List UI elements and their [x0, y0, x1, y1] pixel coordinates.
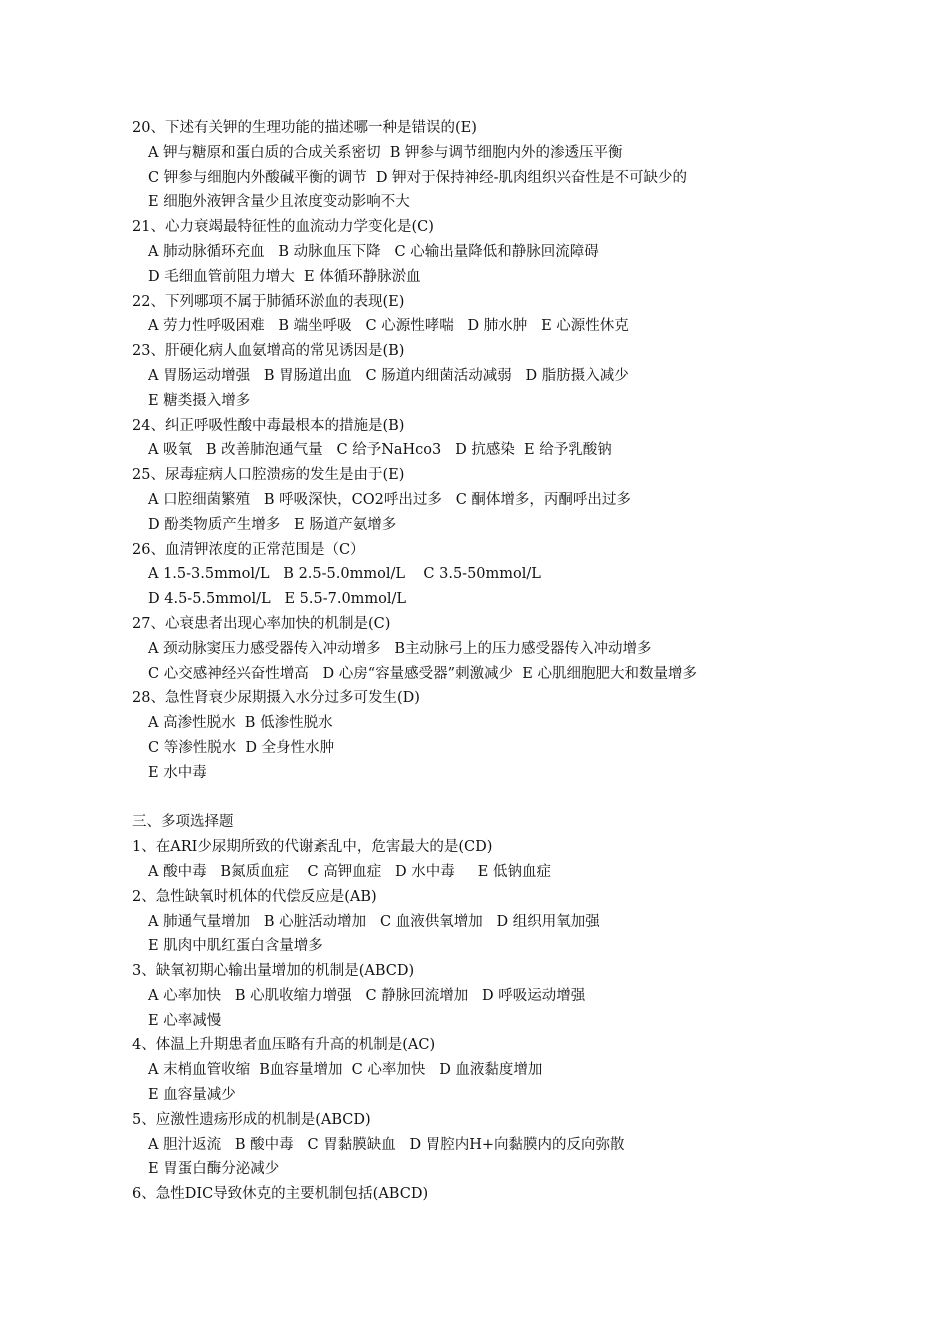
document-page — [132, 116, 832, 1207]
option-line: E 水中毒 — [148, 764, 207, 781]
option-line: A 心率加快 B 心肌收缩力增强 C 静脉回流增加 D 呼吸运动增强 — [148, 987, 586, 1004]
option-line: D 4.5-5.5mmol/L E 5.5-7.0mmol/L — [148, 591, 407, 608]
question-block — [132, 538, 832, 612]
option-line: A 颈动脉窦压力感受器传入冲动增多 B主动脉弓上的压力感受器传入冲动增多 — [148, 640, 652, 657]
option-line: A 1.5-3.5mmol/L B 2.5-5.0mmol/L C 3.5-50mmol/L — [148, 566, 541, 583]
option-line: A 口腔细菌繁殖 B 呼吸深快，CO2呼出过多 C 酮体增多，丙酮呼出过多 — [148, 491, 631, 508]
option-line: C 钾参与细胞内外酸碱平衡的调节 D 钾对于保持神经-肌肉组织兴奋性是不可缺少的 — [148, 169, 688, 186]
question-block — [132, 463, 832, 537]
question-text: 23、肝硬化病人血氨增高的常见诱因是(B) — [132, 343, 405, 360]
question-text: 21、心力衰竭最特征性的血流动力学变化是(C) — [132, 219, 434, 236]
option-line: A 胃肠运动增强 B 胃肠道出血 C 肠道内细菌活动减弱 D 脂肪摄入减少 — [148, 367, 629, 384]
question-block — [132, 339, 832, 413]
option-line: A 胆汁返流 B 酸中毒 C 胃黏膜缺血 D 胃腔内H+向黏膜内的反向弥散 — [148, 1136, 625, 1153]
option-line: A 劳力性呼吸困难 B 端坐呼吸 C 心源性哮喘 D 肺水肿 E 心源性休克 — [148, 318, 629, 335]
option-line: A 末梢血管收缩 B血容量增加 C 心率加快 D 血液黏度增加 — [148, 1062, 543, 1079]
option-line: E 糖类摄入增多 — [148, 392, 251, 409]
question-block — [132, 686, 832, 785]
question-block — [132, 290, 832, 340]
option-line: E 心率减慢 — [148, 1012, 222, 1029]
question-block — [132, 1033, 832, 1107]
question-text: 26、血清钾浓度的正常范围是（C） — [132, 541, 365, 558]
question-text: 6、急性DIC导致休克的主要机制包括(ABCD) — [132, 1186, 429, 1203]
question-block — [132, 612, 832, 686]
question-block — [132, 1108, 832, 1182]
question-block — [132, 959, 832, 1033]
question-text: 3、缺氧初期心输出量增加的机制是(ABCD) — [132, 963, 415, 980]
question-block — [132, 116, 832, 215]
option-line: A 吸氧 B 改善肺泡通气量 C 给予NaHco3 D 抗感染 E 给予乳酸钠 — [148, 442, 612, 459]
question-text: 24、纠正呼吸性酸中毒最根本的措施是(B) — [132, 417, 405, 434]
section-title: 三、多项选择题 — [132, 814, 234, 831]
option-line: D 酚类物质产生增多 E 肠道产氨增多 — [148, 516, 397, 533]
option-line: A 肺动脉循环充血 B 动脉血压下降 C 心输出量降低和静脉回流障碍 — [148, 243, 599, 260]
single-choice-section — [132, 116, 832, 786]
option-line: E 肌肉中肌红蛋白含量增多 — [148, 938, 323, 955]
question-block — [132, 215, 832, 289]
option-line: A 肺通气量增加 B 心脏活动增加 C 血液供氧增加 D 组织用氧加强 — [148, 913, 600, 930]
option-line: E 细胞外液钾含量少且浓度变动影响不大 — [148, 194, 410, 211]
question-text: 20、下述有关钾的生理功能的描述哪一种是错误的(E) — [132, 120, 477, 136]
question-text: 25、尿毒症病人口腔溃疡的发生是由于(E) — [132, 467, 405, 484]
question-block — [132, 414, 832, 464]
question-text: 27、心衰患者出现心率加快的机制是(C) — [132, 615, 391, 632]
question-text: 5、应激性遗疡形成的机制是(ABCD) — [132, 1111, 371, 1128]
question-text: 4、体温上升期患者血压略有升高的机制是(AC) — [132, 1037, 436, 1054]
question-block — [132, 1182, 832, 1207]
question-text: 28、急性肾衰少尿期摄入水分过多可发生(D) — [132, 690, 420, 707]
option-line: A 高渗性脱水 B 低渗性脱水 — [148, 715, 333, 732]
option-line: A 酸中毒 B氮质血症 C 高钾血症 D 水中毒 E 低钠血症 — [148, 863, 552, 880]
option-line: E 血容量减少 — [148, 1087, 236, 1104]
question-text: 2、急性缺氧时机体的代偿反应是(AB) — [132, 888, 377, 905]
option-line: D 毛细血管前阻力增大 E 体循环静脉淤血 — [148, 268, 421, 285]
option-line: E 胃蛋白酶分泌减少 — [148, 1161, 280, 1178]
spacer — [132, 786, 832, 811]
question-block — [132, 885, 832, 959]
option-line: C 心交感神经兴奋性增高 D 心房“容量感受器”刺激减少 E 心肌细胞肥大和数量增多 — [148, 665, 698, 682]
option-line: C 等渗性脱水 D 全身性水肿 — [148, 739, 335, 756]
option-line: A 钾与糖原和蛋白质的合成关系密切 B 钾参与调节细胞内外的渗透压平衡 — [148, 144, 623, 161]
question-block — [132, 835, 832, 885]
question-text: 1、在ARI少尿期所致的代谢紊乱中，危害最大的是(CD) — [132, 839, 493, 856]
question-text: 22、下列哪项不属于肺循环淤血的表现(E) — [132, 293, 405, 310]
multiple-choice-section — [132, 835, 832, 1207]
